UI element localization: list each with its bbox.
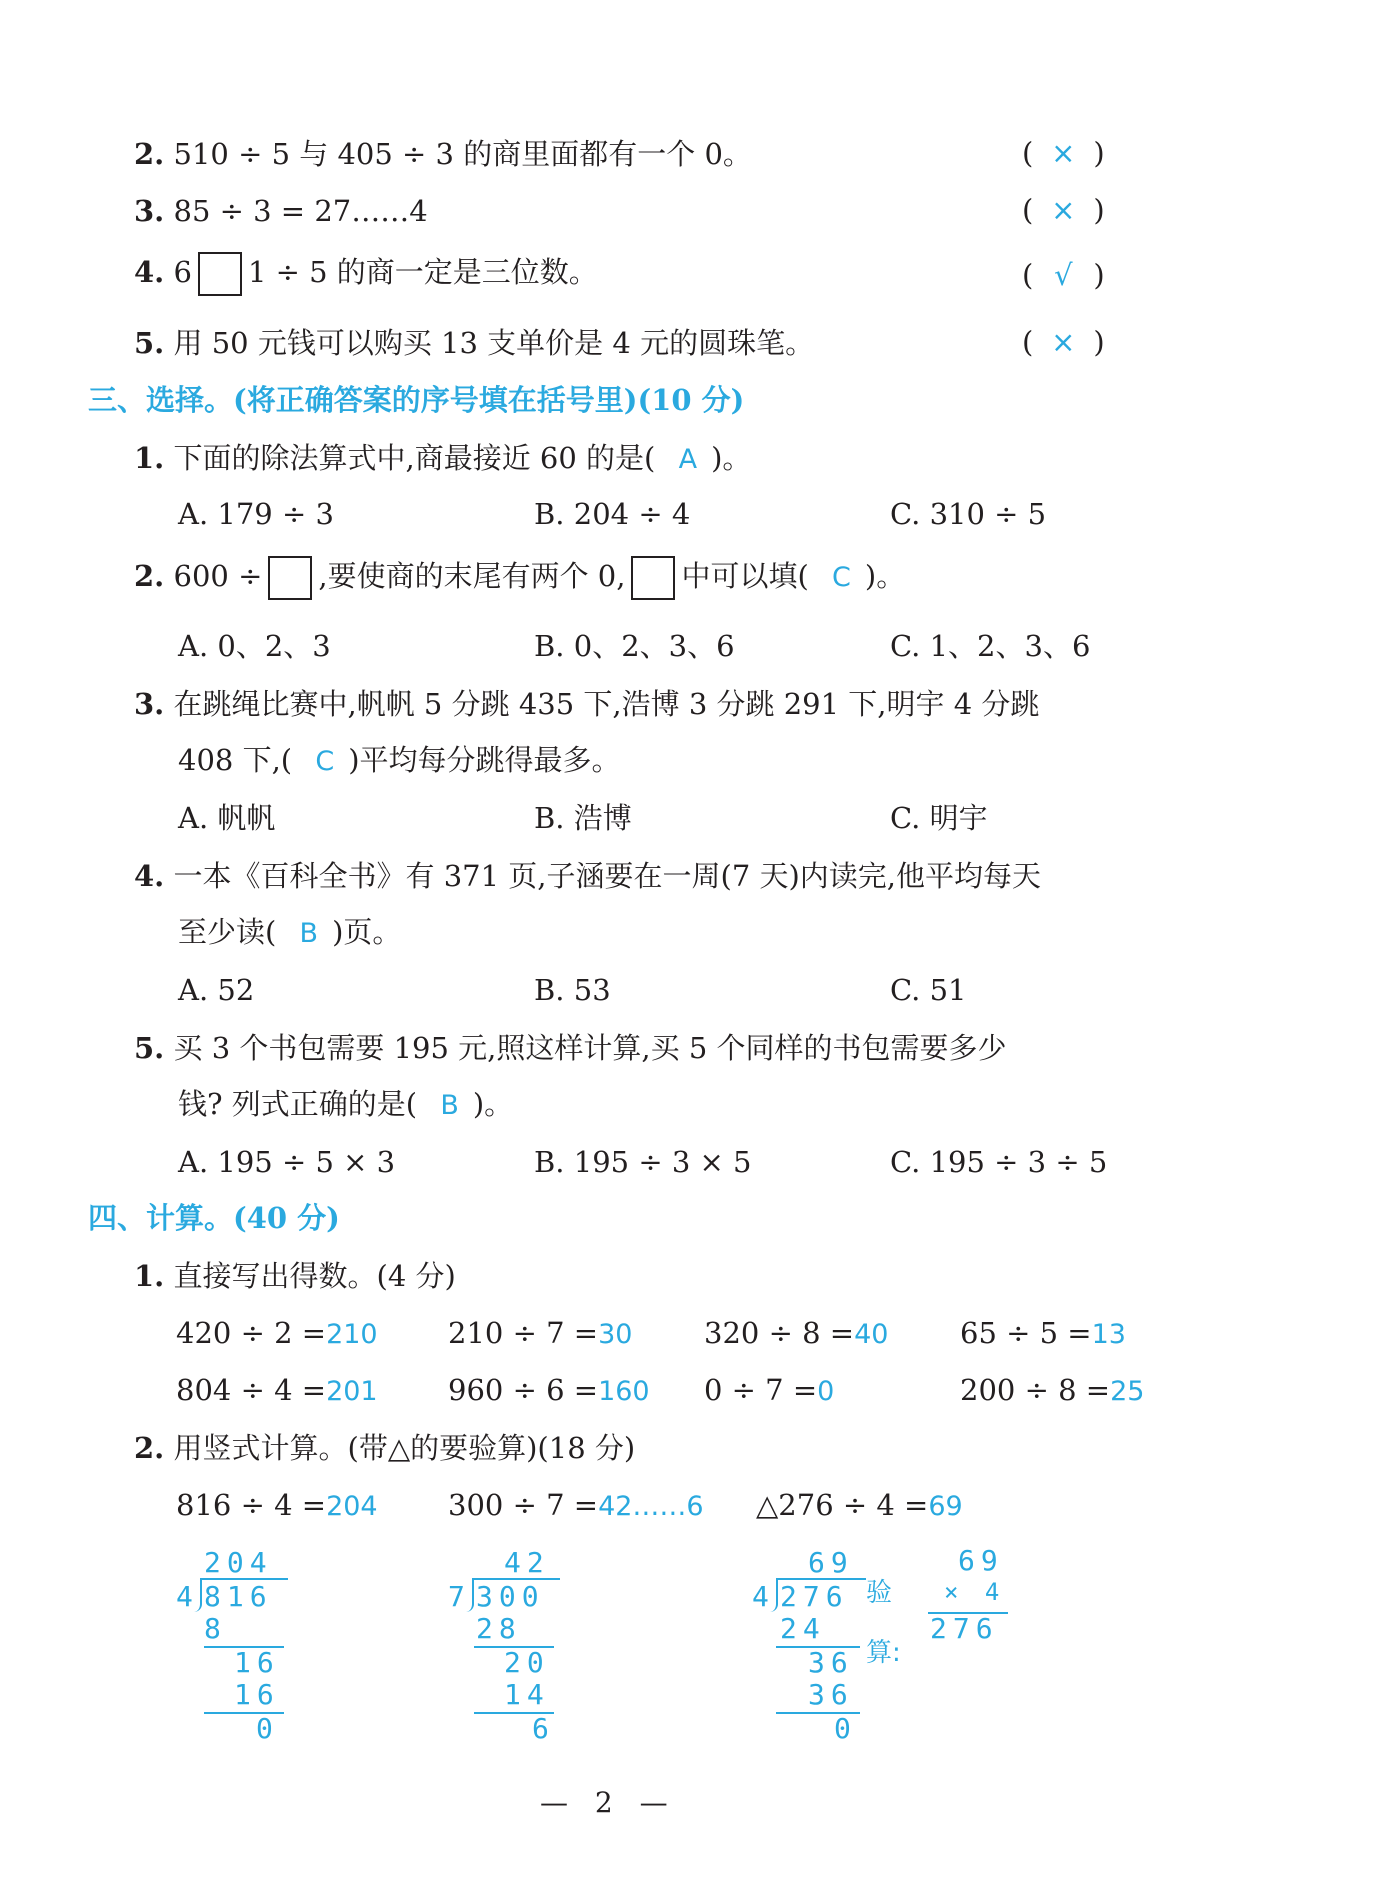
question-text-after: )页。 <box>332 915 402 949</box>
option-a: A. 195 ÷ 5 × 3 <box>178 1145 396 1179</box>
question-text-after: )。 <box>711 441 752 475</box>
option-b: B. 195 ÷ 3 × 5 <box>534 1145 752 1179</box>
question-text-before: 6 <box>173 255 192 289</box>
oral-calc-item <box>448 1372 650 1410</box>
expression: 0 ÷ 7 = <box>704 1373 818 1407</box>
written-calc-item <box>448 1487 704 1525</box>
dividend: 276 <box>780 1580 849 1613</box>
calc-question-1 <box>134 1258 456 1294</box>
question-text-3: 中可以填( <box>681 559 809 593</box>
check-label: 验 <box>866 1578 893 1608</box>
divisor: 4 <box>752 1580 775 1613</box>
option-b: B. 204 ÷ 4 <box>534 497 691 531</box>
answer-letter: C <box>315 746 335 777</box>
answer-letter: A <box>678 444 698 475</box>
question-number: 1. <box>134 1259 165 1293</box>
page-footer <box>540 1786 668 1819</box>
judge-answer-5: ( × ) <box>1022 325 1105 359</box>
question-text: 510 ÷ 5 与 405 ÷ 3 的商里面都有一个 0。 <box>173 137 752 171</box>
step-4: 0 <box>834 1712 857 1745</box>
option-b: B. 53 <box>534 973 611 1007</box>
oral-calc-item <box>704 1372 834 1410</box>
check-label: 算: <box>866 1638 901 1668</box>
expression: 200 ÷ 8 = <box>960 1373 1111 1407</box>
option-a: A. 帆帆 <box>178 801 276 835</box>
choice-question-3-line2 <box>178 742 621 780</box>
step-4: 6 <box>532 1712 555 1745</box>
footer-dash: — <box>639 1786 668 1819</box>
question-text: 买 3 个书包需要 195 元,照这样计算,买 5 个同样的书包需要多少 <box>173 1031 1007 1065</box>
question-text: 一本《百科全书》有 371 页,子涵要在一周(7 天)内读完,他平均每天 <box>173 859 1042 893</box>
question-text-after: 1 ÷ 5 的商一定是三位数。 <box>247 255 598 289</box>
judge-item-2 <box>134 136 752 172</box>
check-mark: √ <box>1054 258 1073 292</box>
step-3: 14 <box>504 1678 550 1711</box>
divisor: 4 <box>176 1580 199 1613</box>
blank-box <box>631 556 675 600</box>
question-text-after: )。 <box>472 1087 514 1121</box>
division-bracket <box>466 1578 474 1612</box>
page-number: 2 <box>594 1786 613 1819</box>
step-1: 28 <box>476 1612 522 1645</box>
question-text: 用 50 元钱可以购买 13 支单价是 4 元的圆珠笔。 <box>173 326 815 360</box>
answer: 25 <box>1110 1376 1145 1407</box>
option-a: A. 0、2、3 <box>178 629 331 663</box>
choice-question-3 <box>134 686 1039 722</box>
expression: 320 ÷ 8 = <box>704 1316 855 1350</box>
option-c: C. 1、2、3、6 <box>890 629 1091 663</box>
question-text: 在跳绳比赛中,帆帆 5 分跳 435 下,浩博 3 分跳 291 下,明宇 4 分跳 <box>173 687 1040 721</box>
question-number: 3. <box>134 687 165 721</box>
cross-mark: × <box>1051 193 1076 227</box>
expression: 420 ÷ 2 = <box>176 1316 327 1350</box>
question-text: 至少读( <box>178 915 277 949</box>
answer: 13 <box>1091 1319 1126 1350</box>
question-text-after: )。 <box>864 559 906 593</box>
dividend: 816 <box>204 1580 273 1613</box>
question-text: 408 下,( <box>178 743 293 777</box>
question-number: 3. <box>134 194 165 228</box>
answer: 160 <box>598 1376 650 1407</box>
choice-question-4-line2 <box>178 914 401 952</box>
step-2: 16 <box>234 1646 280 1679</box>
question-text-2: ,要使商的末尾有两个 0, <box>318 559 626 593</box>
judge-item-4 <box>134 252 598 296</box>
blank-box <box>268 556 312 600</box>
question-number: 1. <box>134 441 165 475</box>
quotient: 42 <box>504 1546 550 1579</box>
footer-dash: — <box>540 1786 568 1819</box>
question-number: 4. <box>134 859 165 893</box>
question-text: 下面的除法算式中,商最接近 60 的是( <box>173 441 656 475</box>
answer: 69 <box>928 1491 963 1522</box>
oral-calc-item <box>960 1372 1144 1410</box>
question-number: 2. <box>134 1431 165 1465</box>
option-c: C. 195 ÷ 3 ÷ 5 <box>890 1145 1108 1179</box>
dividend: 300 <box>476 1580 545 1613</box>
expression: 210 ÷ 7 = <box>448 1316 599 1350</box>
oral-calc-item <box>448 1315 632 1353</box>
option-b: B. 0、2、3、6 <box>534 629 735 663</box>
question-text-1: 600 ÷ <box>173 559 263 593</box>
written-calc-item <box>176 1487 378 1525</box>
divisor: 7 <box>448 1580 471 1613</box>
answer-letter: B <box>440 1090 459 1121</box>
choice-question-5 <box>134 1030 1007 1066</box>
question-number: 2. <box>134 137 165 171</box>
division-bracket <box>770 1578 778 1612</box>
step-3: 36 <box>808 1678 854 1711</box>
option-b: B. 浩博 <box>534 801 632 835</box>
step-4: 0 <box>256 1712 279 1745</box>
question-text-after: )平均每分跳得最多。 <box>348 743 621 777</box>
step-1: 24 <box>780 1612 826 1645</box>
step-2: 20 <box>504 1646 550 1679</box>
expression: △276 ÷ 4 = <box>756 1488 929 1522</box>
cross-mark: × <box>1051 136 1076 170</box>
question-text: 用竖式计算。(带△的要验算)(18 分) <box>173 1431 636 1465</box>
division-bracket <box>194 1578 202 1612</box>
oral-calc-item <box>960 1315 1126 1353</box>
question-number: 5. <box>134 1031 165 1065</box>
expression: 816 ÷ 4 = <box>176 1488 327 1522</box>
written-calc-item <box>756 1487 963 1525</box>
answer: 42……6 <box>598 1491 704 1522</box>
option-a: A. 179 ÷ 3 <box>178 497 334 531</box>
answer: 204 <box>326 1491 378 1522</box>
expression: 65 ÷ 5 = <box>960 1316 1092 1350</box>
question-text: 85 ÷ 3 = 27……4 <box>173 194 428 228</box>
answer-letter: C <box>832 562 851 593</box>
choice-question-5-line2 <box>178 1086 513 1124</box>
oral-calc-item <box>176 1372 378 1410</box>
expression: 960 ÷ 6 = <box>448 1373 599 1407</box>
option-c: C. 310 ÷ 5 <box>890 497 1047 531</box>
judge-answer-4: ( √ ) <box>1022 258 1105 292</box>
answer-letter: B <box>299 918 319 949</box>
choice-question-2 <box>134 556 905 600</box>
question-number: 2. <box>134 559 165 593</box>
blank-box <box>198 252 242 296</box>
judge-answer-2: ( × ) <box>1022 136 1105 170</box>
answer: 210 <box>326 1319 378 1350</box>
question-text: 直接写出得数。(4 分) <box>173 1259 456 1293</box>
step-2: 36 <box>808 1646 854 1679</box>
step-3: 16 <box>234 1678 280 1711</box>
expression: 804 ÷ 4 = <box>176 1373 327 1407</box>
oral-calc-item <box>704 1315 888 1353</box>
judge-item-3 <box>134 193 428 229</box>
answer: 201 <box>326 1376 378 1407</box>
section-4-title: 四、计算。(40 分) <box>88 1201 340 1235</box>
step-1: 8 <box>204 1612 227 1645</box>
option-c: C. 明宇 <box>890 801 988 835</box>
option-a: A. 52 <box>178 973 255 1007</box>
choice-question-1 <box>134 440 751 478</box>
question-text: 钱? 列式正确的是( <box>178 1087 418 1121</box>
check-multiplicand: 69 <box>958 1544 1004 1577</box>
question-number: 4. <box>134 255 165 289</box>
section-3-title: 三、选择。(将正确答案的序号填在括号里)(10 分) <box>88 383 745 417</box>
question-number: 5. <box>134 326 165 360</box>
choice-question-4 <box>134 858 1041 894</box>
expression: 300 ÷ 7 = <box>448 1488 599 1522</box>
oral-calc-item <box>176 1315 378 1353</box>
answer: 30 <box>598 1319 633 1350</box>
judge-item-5 <box>134 325 814 361</box>
check-product: 276 <box>930 1612 999 1645</box>
calc-question-2 <box>134 1430 635 1466</box>
judge-answer-3: ( × ) <box>1022 193 1105 227</box>
option-c: C. 51 <box>890 973 967 1007</box>
quotient: 204 <box>204 1546 273 1579</box>
cross-mark: × <box>1051 325 1076 359</box>
check-multiplier: × 4 <box>944 1578 1006 1606</box>
quotient: 69 <box>808 1546 854 1579</box>
answer: 0 <box>817 1376 835 1407</box>
answer: 40 <box>854 1319 889 1350</box>
